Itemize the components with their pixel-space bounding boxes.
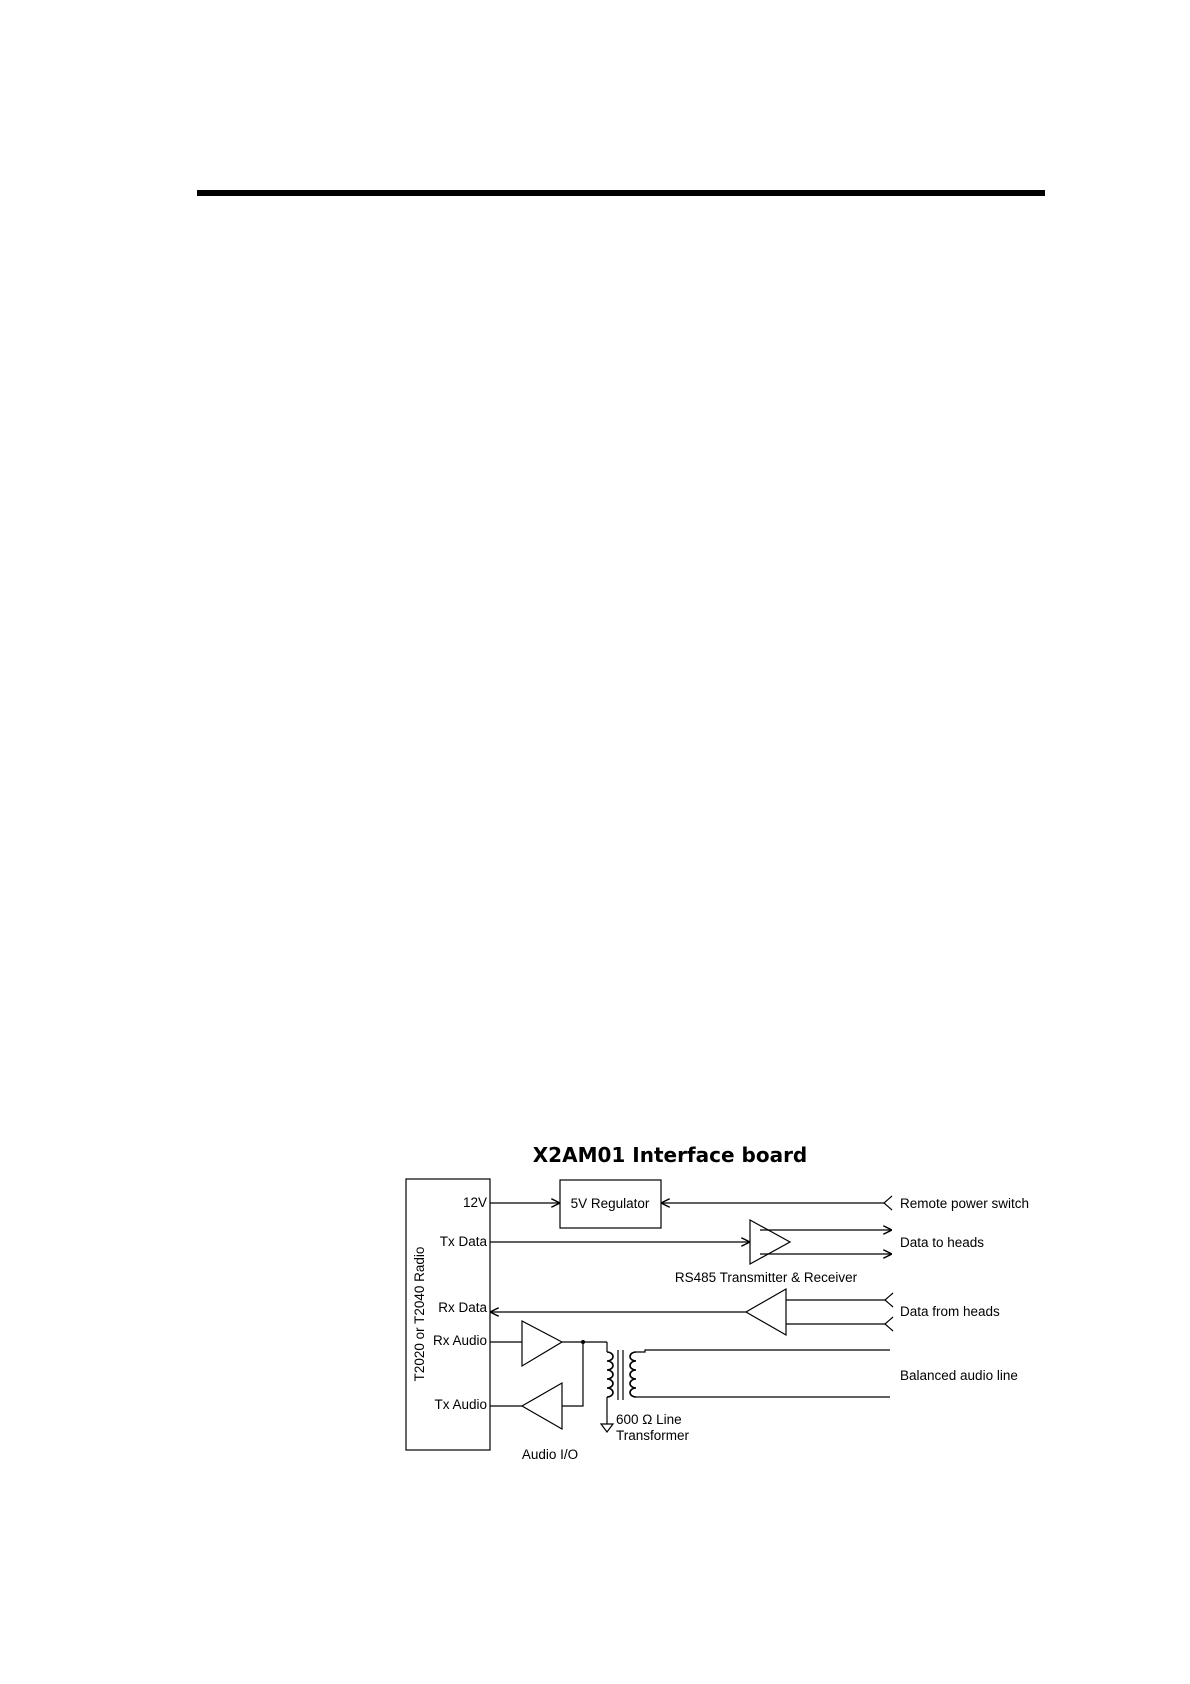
port-tx-audio-label: Tx Audio xyxy=(434,1397,487,1412)
data-from-heads-label: Data from heads xyxy=(900,1304,1000,1319)
remote-power-label: Remote power switch xyxy=(900,1196,1030,1211)
balanced-audio-label: Balanced audio line xyxy=(900,1368,1018,1383)
rs485-driver xyxy=(750,1220,790,1264)
remote-power-connector xyxy=(884,1196,892,1210)
rx-audio-amplifier xyxy=(522,1321,562,1366)
diagram-title: X2AM01 Interface board xyxy=(532,1143,808,1167)
ground-symbol xyxy=(601,1424,613,1432)
tx-audio-amplifier xyxy=(522,1383,562,1429)
port-rx-audio-label: Rx Audio xyxy=(432,1333,487,1348)
transformer-label-line1: 600 Ω Line xyxy=(616,1412,682,1427)
data-from-heads-connector-b xyxy=(885,1317,893,1331)
junction-dot xyxy=(581,1340,585,1344)
transformer-label-line2: Transformer xyxy=(616,1428,690,1443)
radio-block-label: T2020 or T2040 Radio xyxy=(412,1246,427,1382)
data-from-heads-connector-a xyxy=(885,1293,893,1307)
balanced-line-a xyxy=(636,1350,890,1352)
wire-audio-loop xyxy=(562,1342,583,1406)
port-rx-data-label: Rx Data xyxy=(438,1300,487,1315)
audio-io-label: Audio I/O xyxy=(521,1447,579,1462)
port-12v-label: 12V xyxy=(462,1195,487,1210)
port-tx-data-label: Tx Data xyxy=(439,1234,487,1249)
data-to-heads-label: Data to heads xyxy=(900,1235,985,1250)
regulator-label: 5V Regulator xyxy=(570,1196,650,1211)
rs485-label: RS485 Transmitter & Receiver xyxy=(674,1270,858,1285)
rs485-receiver xyxy=(746,1289,786,1335)
